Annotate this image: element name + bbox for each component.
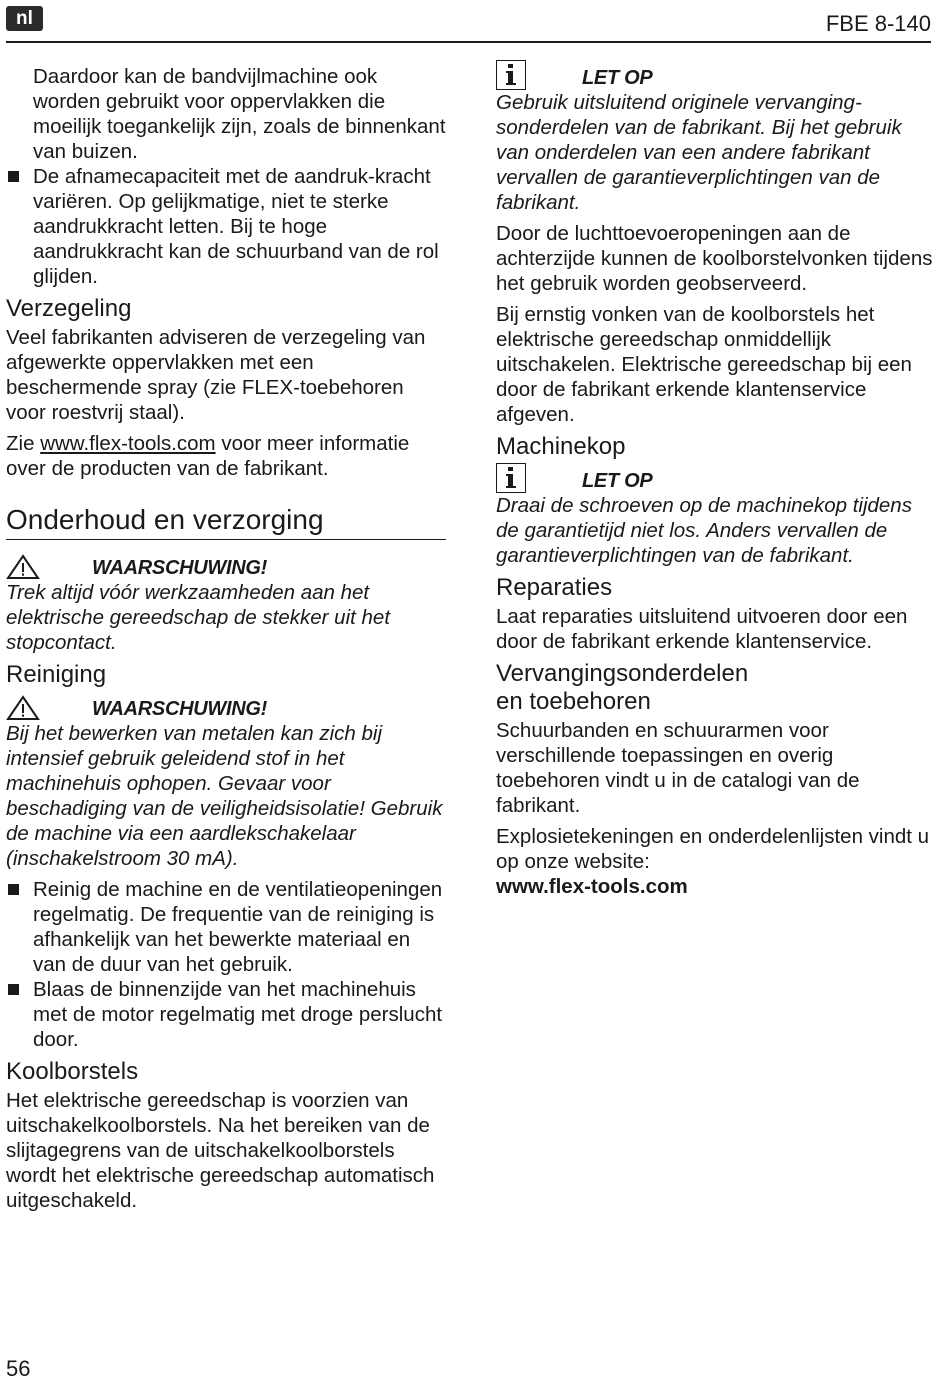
explosie-text: Explosietekeningen en onderdelenlijsten vindt u op onze website: [496, 825, 930, 873]
intro-continuation: Daardoor kan de bandvijlmachine ook worden gebruikt voor oppervlakken die moeilijk toegankelijk zijn, zoals de binnenkant van buizen. [33, 65, 446, 163]
info-icon [496, 463, 526, 493]
warning-text: Bij het bewerken van metalen kan zich bij intensief gebruik geleidend stof in het machinehuis ophopen. Gevaar voor beschadiging van de veiligheidsisolatie! Gebruik de machine via een aardlekschakelaar (inschakelstroom 30 mA). [6, 722, 443, 870]
warning-notice [6, 554, 446, 655]
paragraph: Door de luchttoevoeropeningen aan de achterzijde kunnen de koolborstelvonken tijdens het gebruik worden geobserveerd. [496, 222, 933, 295]
bullet-square-icon [8, 984, 19, 995]
vervanging-text: Schuurbanden en schuurarmen voor verschillende toepassingen en overig toebehoren vindt u in de catalogi van de fabrikant. [496, 719, 860, 817]
caution-title: LET OP [582, 67, 653, 89]
warning-triangle-icon [6, 554, 40, 580]
model-name: FBE 8-140 [825, 11, 931, 36]
paragraph: Bij ernstig vonken van de koolborstels het elektrische gereedschap onmiddellijk uitschakelen. Elektrische gereedschap bij een door de fabrikant erkende klantenservice afgeven. [496, 303, 912, 426]
heading-verzegeling: Verzegeling [6, 295, 132, 322]
bullet-square-icon [8, 884, 19, 895]
heading-vervangingsonderdelen: Vervangingsonderdelen [496, 660, 749, 687]
list-item-text: Blaas de binnenzijde van het machinehuis met de motor regelmatig met droge perslucht door. [33, 978, 443, 1051]
caution-text: Gebruik uitsluitend originele vervanging-sonderdelen van de fabrikant. Bij het gebruik van onderdelen van een andere fabrikant vervallen de garantieverplichtingen van de fabrikant. [496, 91, 902, 214]
verzegeling-text: Veel fabrikanten adviseren de verzegeling van afgewerkte oppervlakken met een beschermende spray (zie FLEX-toebehoren voor roestvrij staal). [6, 326, 426, 424]
info-icon [496, 60, 526, 90]
warning-title: WAARSCHUWING! [92, 698, 267, 720]
header-rule [6, 41, 931, 43]
website-url[interactable]: www.flex-tools.com [496, 875, 688, 898]
caution-notice [496, 463, 936, 568]
list-item-text: De afnamecapaciteit met de aandruk-kracht variëren. Op gelijkmatige, niet te sterke aandrukkracht letten. Bij te hoge aandrukkracht kan de schuurband van de rol glijden. [33, 165, 439, 288]
heading-reiniging: Reiniging [6, 661, 107, 688]
section-heading-onderhoud: Onderhoud en verzorging [6, 503, 446, 540]
right-column [496, 60, 936, 899]
list-item [6, 877, 446, 977]
page-number: 56 [6, 1356, 31, 1381]
warning-text: Trek altijd vóór werkzaamheden aan het elektrische gereedschap de stekker uit het stopcontact. [6, 581, 391, 654]
heading-reparaties: Reparaties [496, 574, 613, 601]
caution-notice [496, 60, 936, 215]
zie-suffix: voor meer informatie over de producten van de fabrikant. [6, 432, 410, 480]
reparaties-text: Laat reparaties uitsluitend uitvoeren door een door de fabrikant erkende klantenservice. [496, 605, 908, 653]
language-tag: nl [6, 6, 43, 31]
bullet-square-icon [8, 171, 19, 182]
heading-koolborstels: Koolborstels [6, 1058, 139, 1085]
heading-toebehoren: en toebehoren [496, 688, 651, 715]
caution-text: Draai de schroeven op de machinekop tijdens de garantietijd niet los. Anders vervallen de garantieverplichtingen van de fabrikant. [496, 494, 912, 567]
warning-title: WAARSCHUWING! [92, 557, 267, 579]
list-item [6, 977, 446, 1052]
zie-paragraph [6, 431, 446, 481]
warning-triangle-icon [6, 695, 40, 721]
zie-prefix: Zie [6, 432, 41, 455]
koolborstels-text: Het elektrische gereedschap is voorzien van uitschakelkoolborstels. Na het bereiken van de slijtagegrens van de uitschakelkoolborstels wordt het elektrische gereedschap automatisch uitgeschakeld. [6, 1089, 435, 1212]
heading-machinekop: Machinekop [496, 433, 626, 460]
warning-notice [6, 695, 446, 871]
left-column [6, 64, 446, 1219]
caution-title: LET OP [582, 470, 653, 492]
website-link[interactable]: www.flex-tools.com [40, 432, 216, 455]
list-item-text: Reinig de machine en de ventilatieopeningen regelmatig. De frequentie van de reiniging is afhankelijk van het bewerkte materiaal en van de duur van het gebruik. [33, 878, 443, 976]
list-item [6, 164, 446, 289]
